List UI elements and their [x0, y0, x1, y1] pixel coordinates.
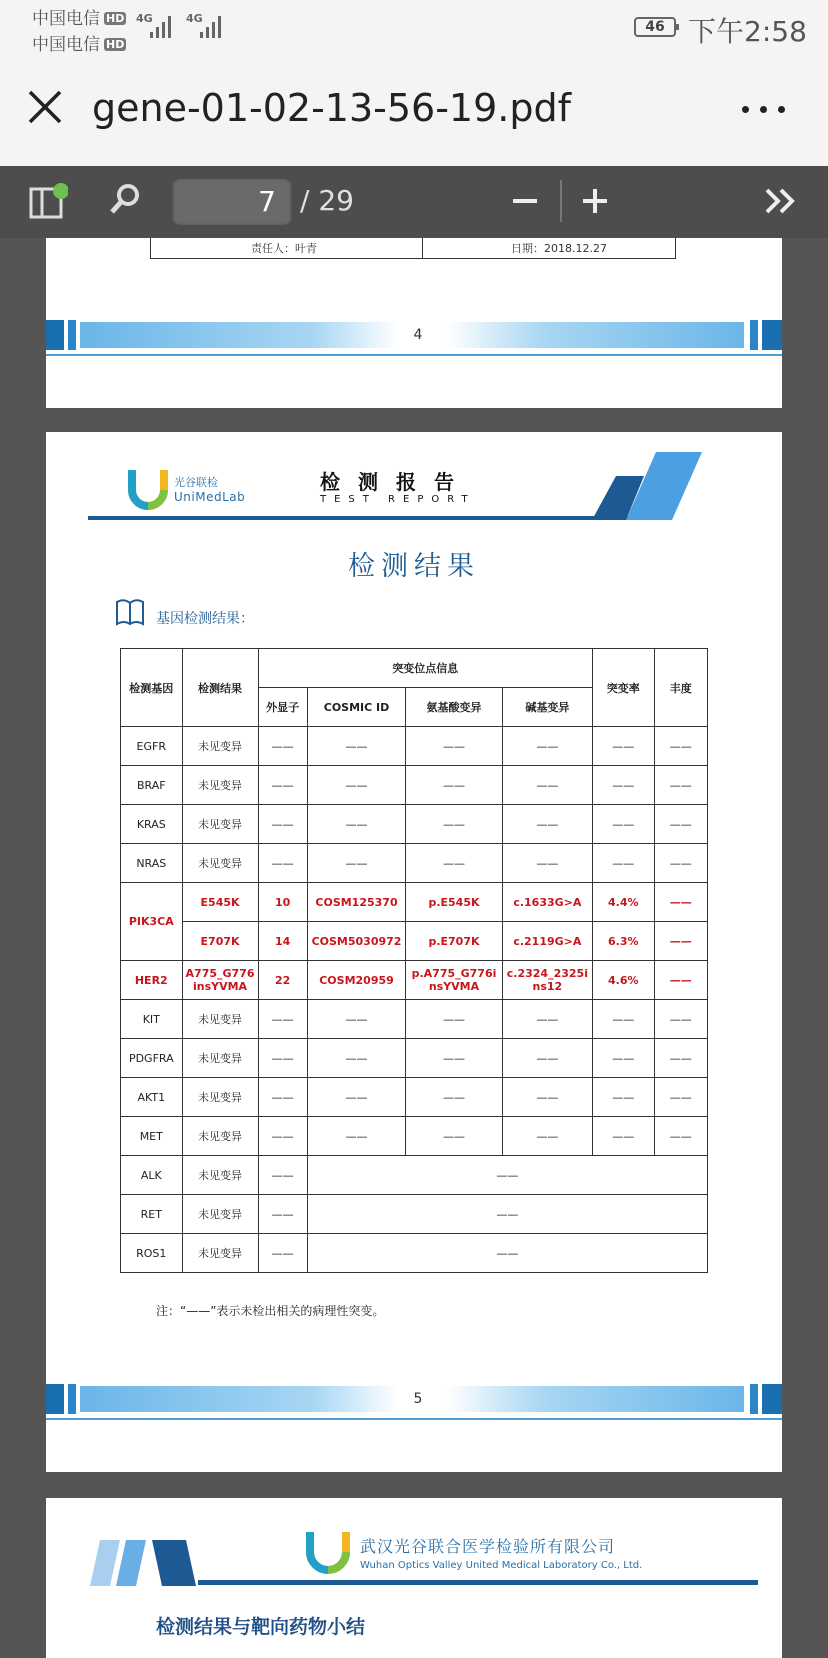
subsection-title: 基因检测结果：	[156, 611, 254, 627]
book-icon	[114, 596, 146, 628]
table-row: ALK 未见变异 —— ——	[121, 1156, 708, 1195]
header-mutation-info: 突变位点信息	[258, 649, 593, 688]
signal-icon-2	[200, 14, 224, 38]
section-title: 检测结果	[348, 551, 480, 582]
table-row-mutation: E707K 14 COSM5030972 p.E707K c.2119G>A 6.3% ——	[121, 922, 708, 961]
header-rate: 突变率	[593, 649, 655, 727]
carrier-2: 中国电信 HD	[32, 35, 125, 55]
table-note: 注：“——”表示未检出相关的病理性突变。	[156, 1304, 385, 1318]
table-row-mutation: PIK3CA E545K 10 COSM125370 p.E545K c.1633G>A 4.4% ——	[121, 883, 708, 922]
battery-icon: 46	[634, 17, 676, 37]
zoom-out-button[interactable]	[510, 186, 540, 220]
pdf-page-6	[46, 1498, 782, 1658]
gene-result-table	[120, 648, 708, 1273]
page-number: 4	[413, 327, 423, 343]
responsible-person: 责任人：叶青	[251, 242, 317, 255]
company-name-en: Wuhan Optics Valley United Medical Laboratory Co., Ltd.	[360, 1560, 643, 1571]
report-date: 日期：2018.12.27	[511, 242, 607, 255]
carrier-1: 中国电信 HD	[32, 9, 125, 29]
report-title: 检测报告	[320, 470, 472, 494]
table-row-mutation: HER2 A775_G776 insYVMA 22 COSM20959 p.A775_G776i nsYVMA c.2324_2325i ns12 4.6% ——	[121, 961, 708, 1000]
table-row: KRAS 未见变异 —— —— —— —— —— ——	[121, 805, 708, 844]
table-row: PDGFRA 未见变异 —— —— —— —— —— ——	[121, 1039, 708, 1078]
page-number-input[interactable]: 7	[172, 177, 292, 225]
signal-icon	[150, 14, 174, 38]
header-abundance: 丰度	[654, 649, 707, 727]
pdf-page-4	[46, 238, 782, 408]
header-rule	[88, 516, 658, 520]
network-type-1: 4G	[136, 12, 153, 25]
logo-text-en: UniMedLab	[174, 490, 246, 504]
more-options-button[interactable]	[740, 102, 788, 116]
unimedlab-logo	[304, 1528, 352, 1576]
close-icon[interactable]	[26, 88, 66, 128]
footer-line	[46, 1418, 782, 1420]
footer-line	[46, 354, 782, 356]
title-bar	[0, 56, 828, 166]
header-base-change: 碱基变异	[502, 688, 592, 727]
network-type-2: 4G	[186, 12, 203, 25]
header-stripes	[86, 1538, 196, 1588]
clock: 下午2:58	[688, 15, 807, 48]
table-row: MET 未见变异 —— —— —— —— —— ——	[121, 1117, 708, 1156]
sidebar-icon[interactable]	[28, 182, 68, 222]
next-button[interactable]	[764, 186, 800, 220]
sidebar-toggle-button[interactable]	[28, 182, 68, 226]
plus-icon[interactable]	[580, 186, 610, 216]
close-button[interactable]	[26, 88, 66, 128]
header-rule	[198, 1580, 758, 1585]
report-subtitle: TEST REPORT	[320, 494, 476, 505]
header-aa-change: 氨基酸变异	[406, 688, 502, 727]
header-result: 检测结果	[182, 649, 258, 727]
zoom-in-button[interactable]	[580, 186, 610, 220]
signature-row	[150, 238, 676, 259]
header-exon: 外显子	[258, 688, 307, 727]
search-button[interactable]	[108, 182, 144, 222]
unimedlab-logo	[126, 466, 170, 510]
document-title: gene-01-02-13-56-19.pdf	[92, 86, 571, 130]
table-row: BRAF 未见变异 —— —— —— —— —— ——	[121, 766, 708, 805]
page-total: / 29	[300, 184, 354, 217]
header-cosmic: COSMIC ID	[307, 688, 406, 727]
logo-text-cn: 光谷联检	[174, 476, 218, 489]
toolbar-divider	[560, 180, 562, 222]
table-row: KIT 未见变异 —— —— —— —— —— ——	[121, 1000, 708, 1039]
header-gene: 检测基因	[121, 649, 183, 727]
status-bar	[0, 0, 828, 56]
search-icon[interactable]	[108, 182, 144, 218]
table-row: EGFR 未见变异 —— —— —— —— —— ——	[121, 727, 708, 766]
company-name-cn: 武汉光谷联合医学检验所有限公司	[360, 1537, 616, 1556]
pdf-page-5	[46, 432, 782, 1472]
minus-icon[interactable]	[510, 186, 540, 216]
table-row: AKT1 未见变异 —— —— —— —— —— ——	[121, 1078, 708, 1117]
page-number: 5	[413, 1391, 423, 1407]
table-row: RET 未见变异 —— ——	[121, 1195, 708, 1234]
double-chevron-right-icon[interactable]	[764, 186, 800, 216]
pdf-toolbar	[0, 166, 828, 238]
summary-heading: 检测结果与靶向药物小结	[156, 1616, 366, 1638]
header-stripes	[586, 450, 716, 522]
table-row: NRAS 未见变异 —— —— —— —— —— ——	[121, 844, 708, 883]
table-row: ROS1 未见变异 —— ——	[121, 1234, 708, 1273]
